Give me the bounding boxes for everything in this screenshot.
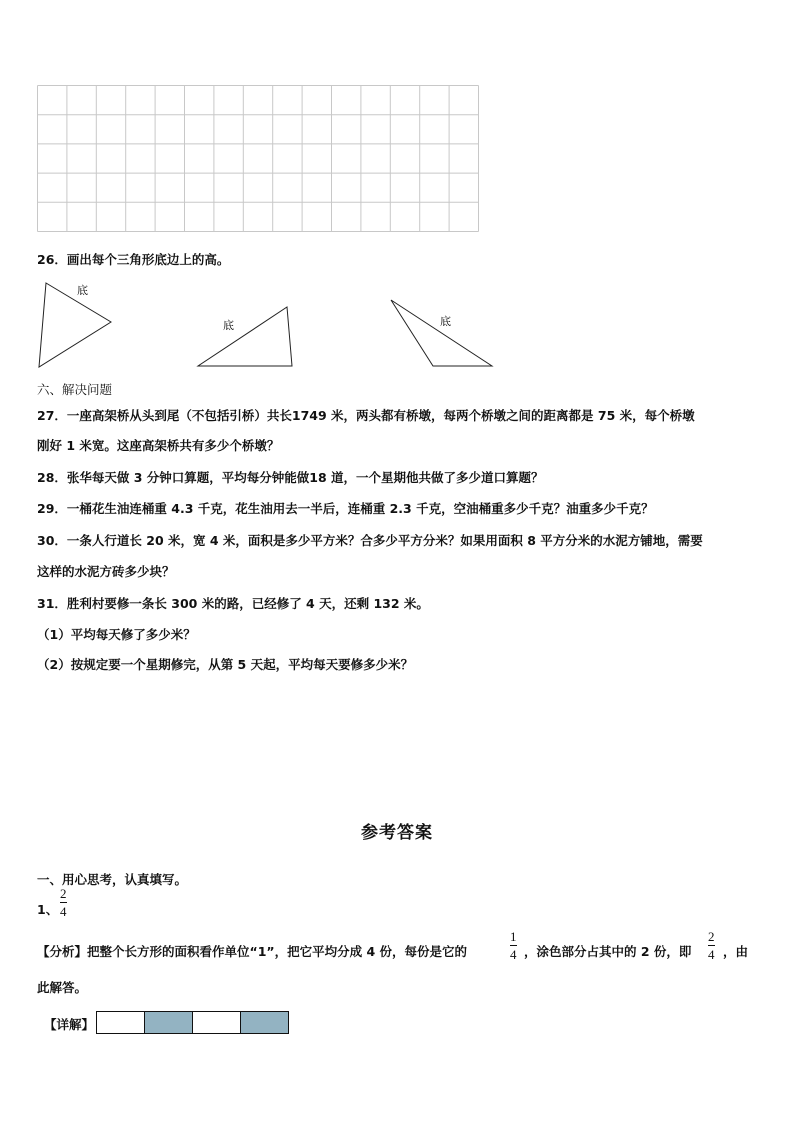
- analysis-fraction-2: [708, 929, 715, 962]
- fraction-strip: [96, 1011, 289, 1034]
- answers-section-1: 一、用心思考，认真填写。: [37, 872, 188, 887]
- fraction-numerator: 2: [708, 929, 715, 944]
- answer-1-fraction: [60, 886, 67, 919]
- base-label-2: 底: [223, 319, 234, 332]
- question-30-line-1: 30．一条人行道长 20 米，宽 4 米，面积是多少平方米？合多少平方分米？如果用面积 8 平方分米的水泥方铺地，需要: [37, 533, 703, 548]
- fraction-numerator: 2: [60, 886, 67, 901]
- fraction-denominator: 4: [708, 947, 715, 962]
- strip-cell: [97, 1012, 145, 1033]
- detail-label: 【详解】: [44, 1017, 95, 1032]
- question-30-line-2: 这样的水泥方砖多少块？: [37, 564, 175, 579]
- strip-cell-shaded: [145, 1012, 193, 1033]
- triangles-figure: [30, 278, 510, 373]
- analysis-text-line-2: 此解答。: [37, 980, 88, 995]
- drawing-grid: [37, 85, 479, 232]
- question-27-line-2: 刚好 1 米宽。这座高架桥共有多少个桥墩？: [37, 438, 280, 453]
- question-31-part-1: （1）平均每天修了多少米？: [37, 627, 196, 642]
- analysis-text-2: ，涂色部分占其中的 2 份，即: [524, 944, 692, 959]
- triangle-2: [198, 307, 292, 366]
- analysis-fraction-1: [510, 929, 517, 962]
- fraction-denominator: 4: [510, 947, 517, 962]
- strip-cell-shaded: [241, 1012, 288, 1033]
- answers-title: 参考答案: [361, 823, 433, 843]
- question-26: 26．画出每个三角形底边上的高。: [37, 252, 230, 267]
- analysis-text-3: ，由: [723, 944, 749, 959]
- section-6-heading: 六、解决问题: [37, 382, 113, 397]
- base-label-1: 底: [77, 284, 88, 297]
- answer-1-label: 1、: [37, 902, 59, 917]
- question-29: 29．一桶花生油连桶重 4.3 千克，花生油用去一半后，连桶重 2.3 千克，空油桶重多少千克？油重多少千克？: [37, 501, 654, 516]
- fraction-denominator: 4: [60, 904, 67, 919]
- base-label-3: 底: [440, 315, 451, 328]
- triangle-3: [391, 300, 492, 366]
- question-31-part-2: （2）按规定要一个星期修完，从第 5 天起，平均每天要修多少米？: [37, 657, 414, 672]
- strip-cell: [193, 1012, 241, 1033]
- analysis-text-1: 【分析】把整个长方形的面积看作单位“1”，把它平均分成 4 份，每份是它的: [37, 944, 468, 959]
- question-27-line-1: 27．一座高架桥从头到尾（不包括引桥）共长1749 米，两头都有桥墩，每两个桥墩之间的距离都是 75 米，每个桥墩: [37, 408, 695, 423]
- fraction-numerator: 1: [510, 929, 517, 944]
- question-28: 28．张华每天做 3 分钟口算题，平均每分钟能做18 道，一个星期他共做了多少道口算题？: [37, 470, 544, 485]
- question-31: 31．胜利村要修一条长 300 米的路，已经修了 4 天，还剩 132 米。: [37, 596, 429, 611]
- triangle-1: [39, 283, 111, 367]
